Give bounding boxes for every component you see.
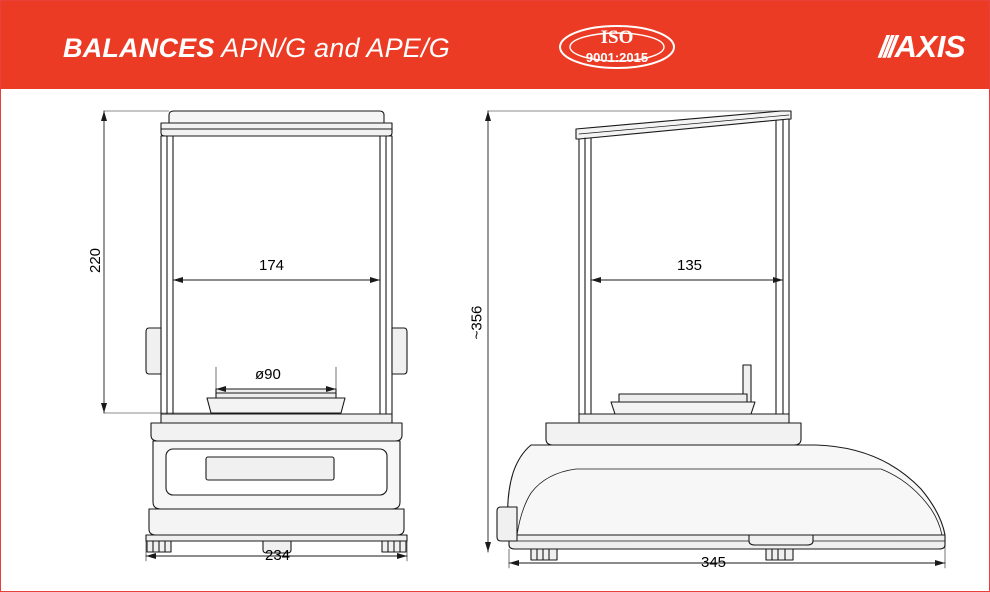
page-title-bold: BALANCES [63, 33, 215, 63]
front-view-drawing [101, 111, 407, 561]
page-header [1, 1, 990, 89]
dimension-label-side-height: ~356 [468, 305, 486, 340]
page-title [63, 33, 450, 64]
page-title-rest: APN/G and APE/G [214, 33, 450, 63]
iso-certification-badge [557, 19, 677, 75]
axis-logo-slashes: /// [878, 29, 893, 64]
svg-text:9001:2015: 9001:2015 [585, 50, 649, 65]
dimension-label-side-base-depth: 345 [701, 554, 727, 571]
dimension-label-front-inner-width: 174 [259, 257, 285, 274]
dimension-label-front-base-width: 234 [265, 547, 291, 564]
dimension-label-side-inner-width: 135 [677, 257, 703, 274]
axis-logo-name: AXIS [894, 29, 965, 64]
svg-text:ISO: ISO [600, 27, 634, 48]
axis-logo [879, 29, 965, 65]
dimension-label-front-height: 220 [87, 247, 105, 274]
technical-drawing-canvas [1, 89, 990, 592]
dimension-label-pan-diameter: ø90 [255, 366, 281, 383]
side-view-drawing [485, 111, 945, 568]
